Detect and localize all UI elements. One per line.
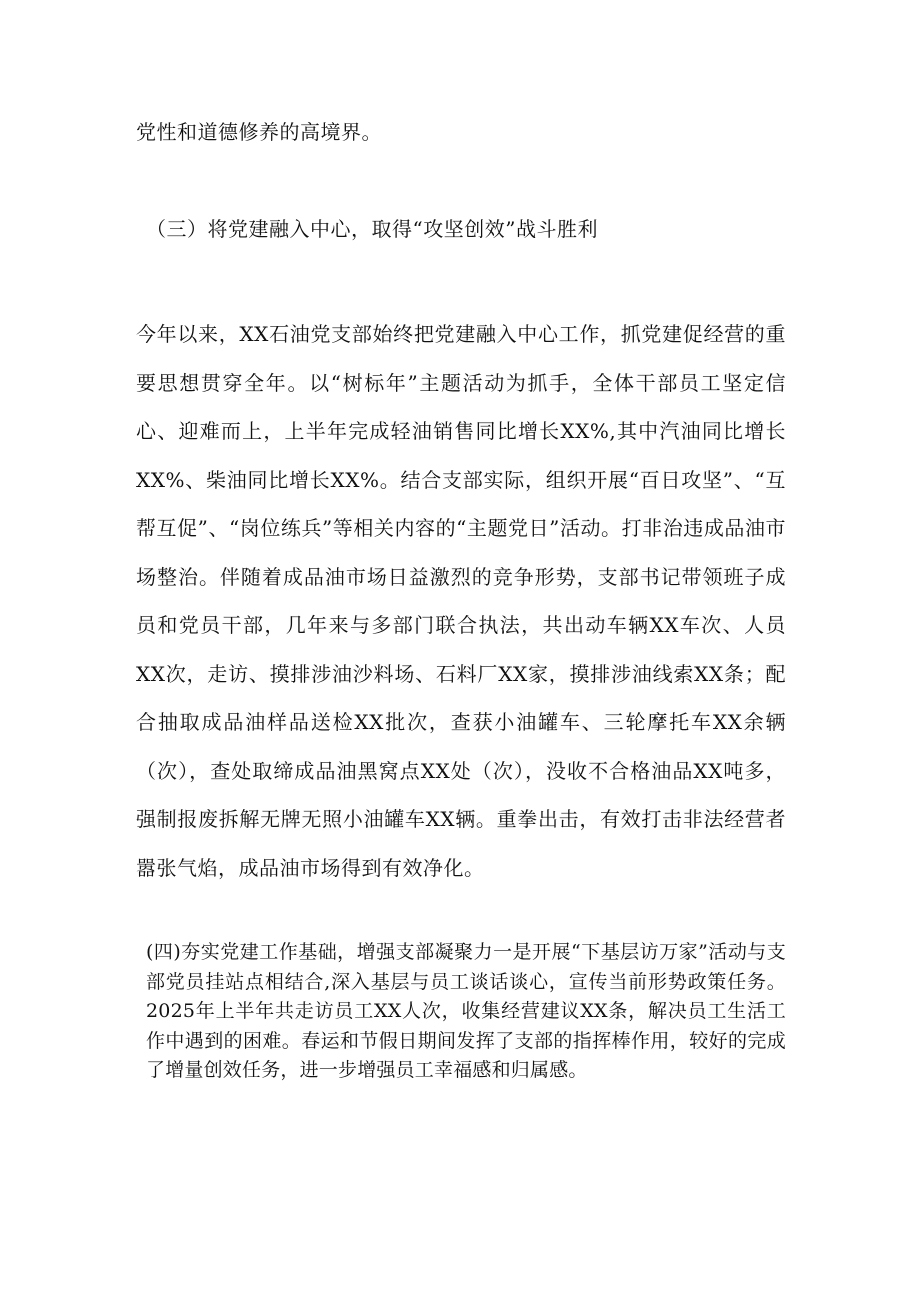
paragraph-closing-line: 党性和道德修养的高境界。 [136, 120, 382, 144]
section-heading-3: （三）将党建融入中心，取得“攻坚创效”战斗胜利 [146, 217, 598, 241]
paragraph-section-3-body: 今年以来，XX石油党支部始终把党建融入中心工作，抓党建促经营的重要思想贯穿全年。以“树标年”主题活动为抓手，全体干部员工坚定信心、迎难而上，上半年完成轻油销售同比增长XX%,其中汽油同比增长XX%、柴油同比增长XX%。结合支部实际，组织开展“百日攻坚”、“互帮互促”、“岗位练兵”等相关内容的“主题党日”活动。打非治违成品油市场整治。伴随着成品油市场日益激烈的竞争形势，支部书记带领班子成员和党员干部，几年来与多部门联合执法，共出动车辆XX车次、人员XX次，走访、摸排涉油沙料场、石料厂XX家，摸排涉油线索XX条；配合抽取成品油样品送检XX批次，查获小油罐车、三轮摩托车XX余辆（次），查处取缔成品油黑窝点XX处（次），没收不合格油品XX吨多，强制报废拆解无牌无照小油罐车XX辆。重拳出击，有效打击非法经营者嚣张气焰，成品油市场得到有效净化。 [136, 322, 786, 880]
paragraph-section-4-body: (四)夯实党建工作基础，增强支部凝聚力一是开展“下基层访万家”活动与支部党员挂站点相结合,深入基层与员工谈话谈心，宣传当前形势政策任务。2025年上半年共走访员工XX人次，收集经营建议XX条，解决员工生活工作中遇到的困难。春运和节假日期间发挥了支部的指挥棒作用，较好的完成了增量创效任务，进一步增强员工幸福感和归属感。 [146, 941, 786, 1081]
